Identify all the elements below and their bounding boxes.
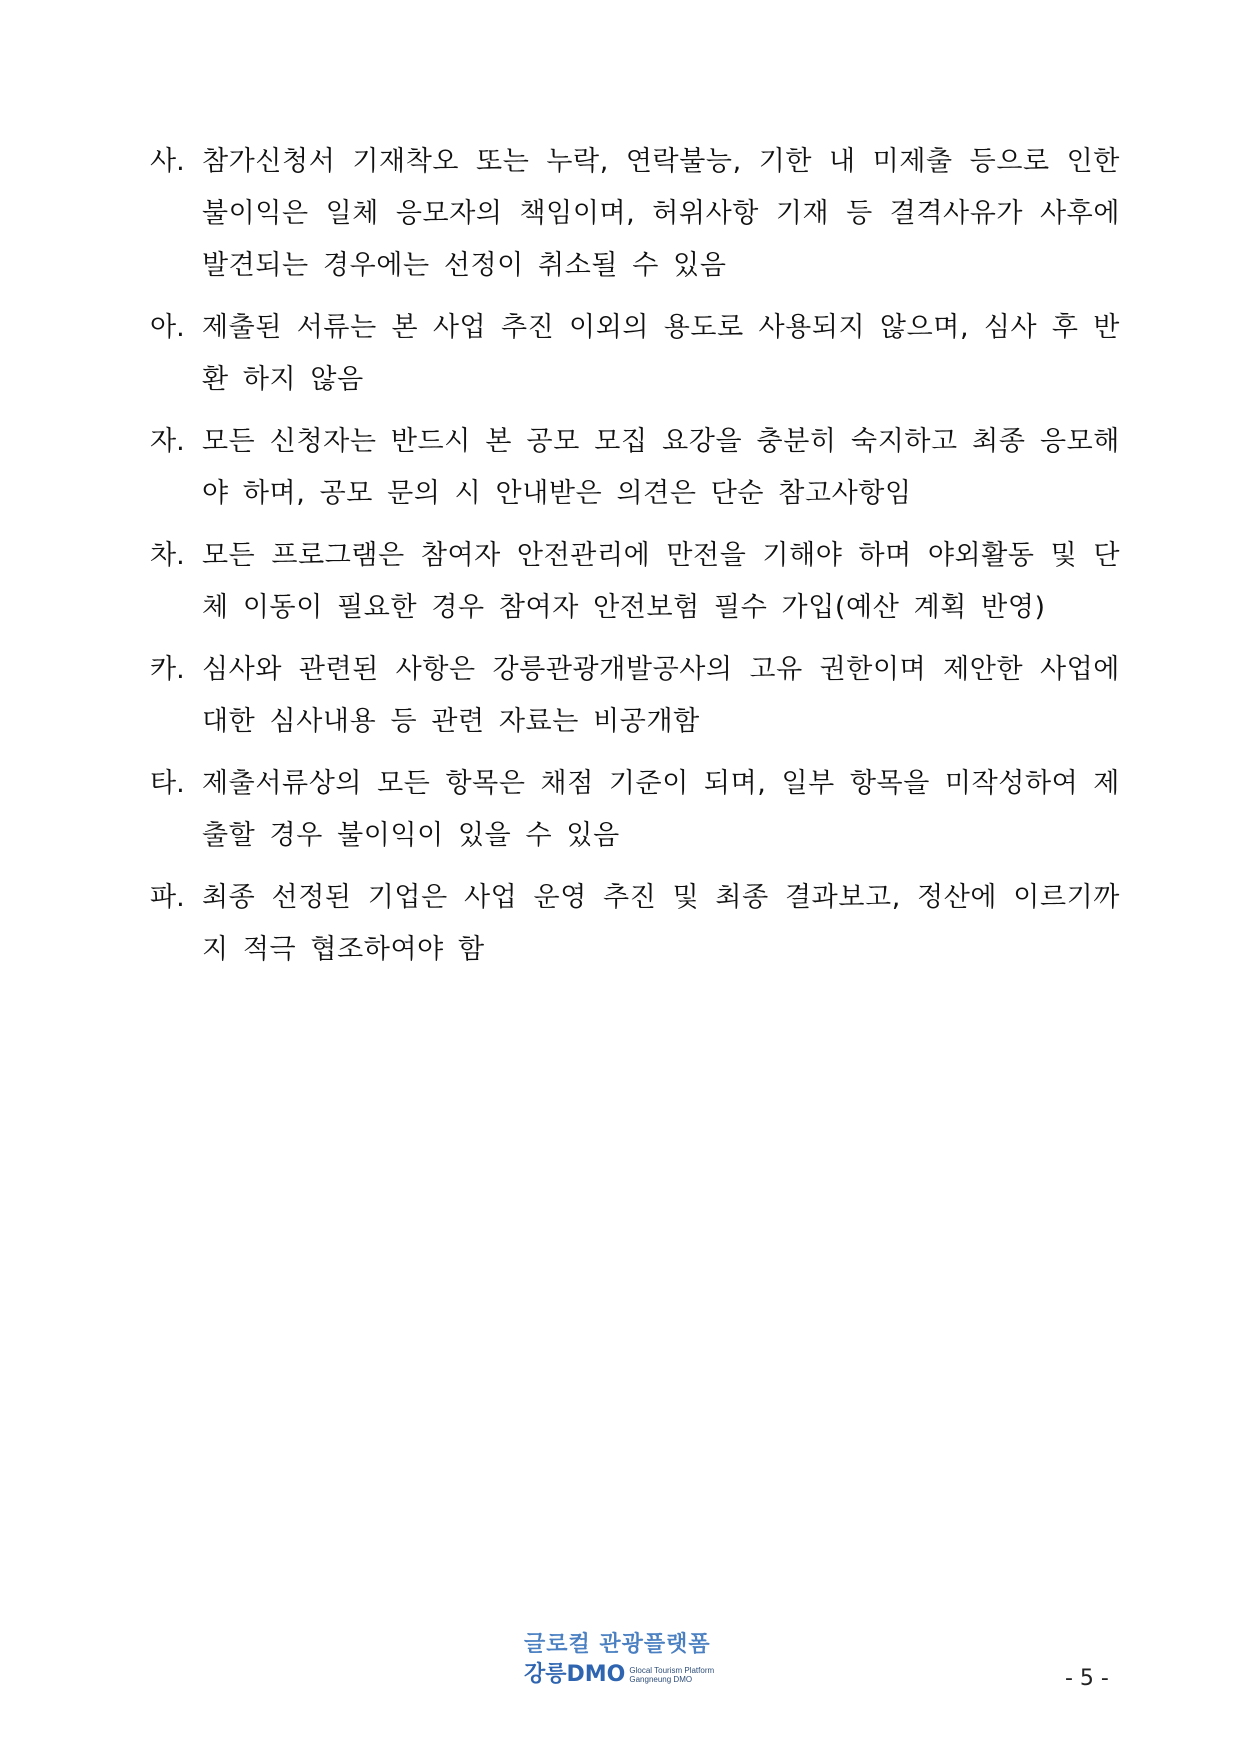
item-marker: 자. [150,426,185,457]
logo-subtitle [629,1666,714,1684]
item-text: 모든 프로그램은 참여자 안전관리에 만전을 기해야 하며 야외활동 및 단체 이동이 필요한 경우 참여자 안전보험 필수 가입(예산 계획 반영) [202,540,1120,623]
item-marker: 차. [150,540,185,571]
item-marker: 아. [150,312,185,343]
notice-item-ja [150,416,1120,520]
notice-list [150,136,1120,986]
item-marker: 파. [150,882,185,913]
notice-item-cha [150,530,1120,634]
notice-item-pa [150,872,1120,976]
logo-tagline: 글로컬 관광플랫폼 [524,1632,711,1657]
logo-subtitle-line1: Glocal Tourism Platform [629,1666,715,1675]
item-text: 모든 신청자는 반드시 본 공모 모집 요강을 충분히 숙지하고 최종 응모해야 하며, 공모 문의 시 안내받은 의견은 단순 참고사항임 [202,426,1120,509]
item-marker: 타. [150,768,185,799]
notice-item-a [150,302,1120,406]
logo-brand-row [524,1660,724,1690]
notice-item-sa [150,136,1120,292]
notice-item-ka [150,644,1120,748]
item-text: 제출된 서류는 본 사업 추진 이외의 용도로 사용되지 않으며, 심사 후 반환 하지 않음 [202,312,1120,395]
item-marker: 사. [150,146,185,177]
footer-logo [524,1630,724,1702]
logo-subtitle-line2: Gangneung DMO [629,1675,693,1684]
page-number: - 5 - [1065,1666,1109,1691]
item-marker: 카. [150,654,185,685]
item-text: 최종 선정된 기업은 사업 운영 추진 및 최종 결과보고, 정산에 이르기까지 적극 협조하여야 함 [202,882,1120,965]
item-text: 제출서류상의 모든 항목은 채점 기준이 되며, 일부 항목을 미작성하여 제출할 경우 불이익이 있을 수 있음 [202,768,1120,851]
item-text: 참가신청서 기재착오 또는 누락, 연락불능, 기한 내 미제출 등으로 인한 불이익은 일체 응모자의 책임이며, 허위사항 기재 등 결격사유가 사후에 발견되는 경우에는 선정이 취소될 수 있음 [202,146,1120,281]
item-text: 심사와 관련된 사항은 강릉관광개발공사의 고유 권한이며 제안한 사업에 대한 심사내용 등 관련 자료는 비공개함 [202,654,1120,737]
logo-brand-name: 강릉DMO [524,1662,626,1687]
notice-item-ta [150,758,1120,862]
